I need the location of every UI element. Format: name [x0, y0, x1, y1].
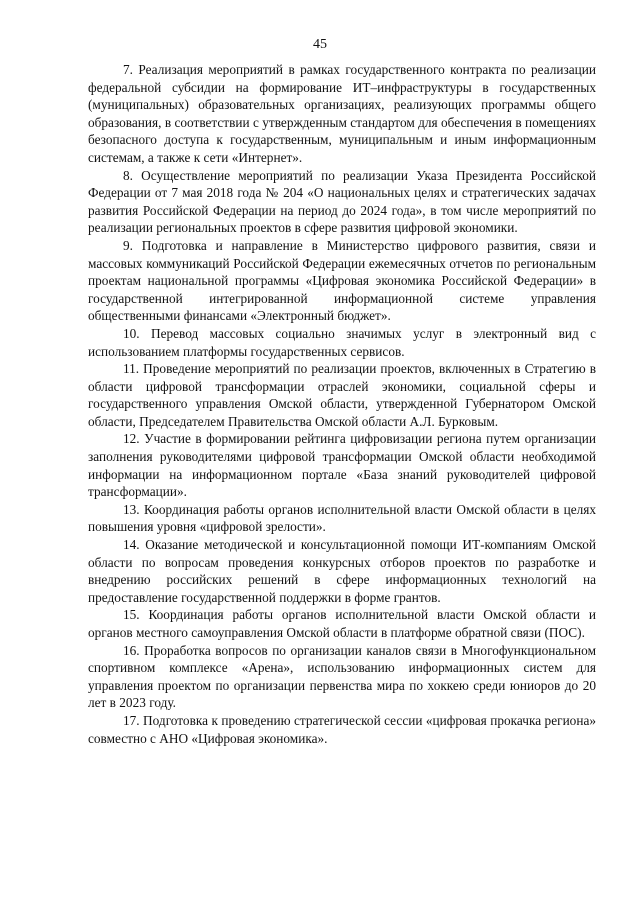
paragraph-item-16: 16. Проработка вопросов по организации каналов связи в Многофункциональном спортивном комплексе «Арена», использованию информационных систем для управления проектом по организации первенства мира по хоккею среди юниоров до 20 лет в 2023 году.: [88, 642, 596, 711]
document-body: [88, 61, 596, 747]
paragraph-item-9: 9. Подготовка и направление в Министерство цифрового развития, связи и массовых коммуникаций Российской Федерации ежемесячных отчетов по региональным проектам национальной программы «Цифровая экономика Российской Федерации» в государственной интегрированной информационной системе управления общественными финансами «Электронный бюджет».: [88, 237, 596, 324]
page-number: 45: [313, 37, 327, 52]
paragraph-item-13: 13. Координация работы органов исполнительной власти Омской области в целях повышения уровня «цифровой зрелости».: [88, 501, 596, 535]
paragraph-item-12: 12. Участие в формировании рейтинга цифровизации региона путем организации заполнения руководителями цифровой трансформации Омской области необходимой информации на информационном портале «База знаний руководителей цифровой трансформации».: [88, 431, 596, 500]
paragraph-item-15: 15. Координация работы органов исполнительной власти Омской области и органов местного самоуправления Омской области в платформе обратной связи (ПОС).: [88, 607, 596, 640]
paragraph-item-14: 14. Оказание методической и консультационной помощи ИТ-компаниям Омской области по вопросам проведения конкурсных отборов проектов по разработке и внедрению российских решений в сфере информационных технологий на предоставление государственной поддержки в форме грантов.: [88, 537, 596, 605]
paragraph-item-10: 10. Перевод массовых социально значимых услуг в электронный вид с использованием платформы государственных сервисов.: [88, 325, 596, 359]
paragraph-item-17: 17. Подготовка к проведению стратегической сессии «цифровая прокачка региона» совместно с АНО «Цифровая экономика».: [88, 712, 596, 746]
paragraph-item-11: 11. Проведение мероприятий по реализации проектов, включенных в Стратегию в области цифровой трансформации отраслей экономики, социальной сферы и государственного управления Омской области, утвержденной Губернатором Омской области, Председателем Правительства Омской области А.Л. Бурковым.: [88, 361, 596, 429]
paragraph-item-8: 8. Осуществление мероприятий по реализации Указа Президента Российской Федерации от 7 мая 2018 года № 204 «О национальных целях и стратегических задачах развития Российской Федерации на период до 2024 года», в том числе мероприятий по реализации региональных проектов в сфере развития цифровой экономики.: [88, 167, 596, 236]
paragraph-item-7: 7. Реализация мероприятий в рамках государственного контракта по реализации федеральной субсидии на формирование ИТ–инфраструктуры в государственных (муниципальных) образовательных организациях, реализующих программы общего образования, в соответствии с утвержденным стандартом для обеспечения в помещениях безопасного доступа к государственным, муниципальным и иным информационным системам, а также к сети «Интернет».: [88, 62, 596, 165]
